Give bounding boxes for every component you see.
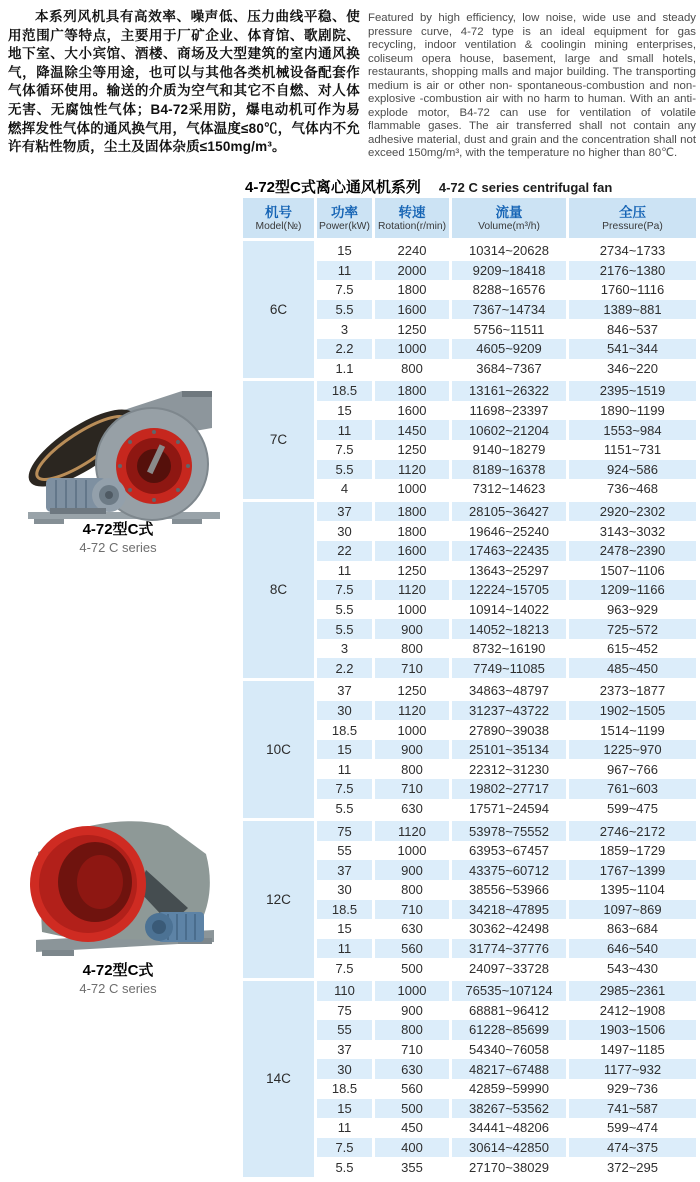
table-cell: 4 (317, 479, 372, 499)
table-cell: 1120 (375, 580, 449, 600)
table-cell: 725~572 (569, 619, 696, 639)
table-cell: 1120 (375, 821, 449, 841)
table-cell: 2176~1380 (569, 261, 696, 281)
model-group-6C (243, 241, 696, 378)
centrifugal-fan-illustration-2 (8, 812, 228, 962)
table-cell: 1209~1166 (569, 580, 696, 600)
table-row (317, 880, 696, 900)
table-row (317, 420, 696, 440)
table-cell: 963~929 (569, 600, 696, 620)
column-header-zh: 转速 (398, 204, 426, 220)
table-cell: 967~766 (569, 759, 696, 779)
table-row (317, 359, 696, 379)
table-cell: 474~375 (569, 1138, 696, 1158)
table-cell: 110 (317, 981, 372, 1001)
table-row (317, 779, 696, 799)
table-cell: 1000 (375, 479, 449, 499)
table-cell: 10602~21204 (452, 420, 566, 440)
fan-caption-1-english: 4-72 C series (79, 540, 157, 555)
table-cell: 400 (375, 1138, 449, 1158)
table-cell: 1903~1506 (569, 1020, 696, 1040)
table-cell: 1514~1199 (569, 720, 696, 740)
table-cell: 30614~42850 (452, 1138, 566, 1158)
table-cell: 13643~25297 (452, 561, 566, 581)
section-title (245, 176, 612, 197)
table-cell: 3684~7367 (452, 359, 566, 379)
table-cell: 800 (375, 1020, 449, 1040)
table-row (317, 600, 696, 620)
table-row (317, 841, 696, 861)
model-cell: 12C (243, 821, 314, 978)
table-row (317, 900, 696, 920)
column-header-zh: 机号 (265, 204, 292, 220)
table-cell: 1000 (375, 339, 449, 359)
table-row (317, 561, 696, 581)
table-cell: 25101~35134 (452, 740, 566, 760)
table-cell: 38556~53966 (452, 880, 566, 900)
table-cell: 28105~36427 (452, 502, 566, 522)
table-cell: 11 (317, 1118, 372, 1138)
table-cell: 55 (317, 1020, 372, 1040)
table-cell: 710 (375, 658, 449, 678)
group-rows (317, 241, 696, 378)
table-header (243, 198, 696, 238)
table-cell: 4605~9209 (452, 339, 566, 359)
table-cell: 2985~2361 (569, 981, 696, 1001)
table-cell: 800 (375, 359, 449, 379)
table-cell: 1600 (375, 541, 449, 561)
table-row (317, 939, 696, 959)
table-cell: 19802~27717 (452, 779, 566, 799)
table-cell: 1250 (375, 440, 449, 460)
table-cell: 17571~24594 (452, 799, 566, 819)
table-cell: 61228~85699 (452, 1020, 566, 1040)
table-cell: 1800 (375, 502, 449, 522)
table-row (317, 1059, 696, 1079)
column-header-en: Volume(m³/h) (478, 220, 540, 232)
model-group-12C (243, 821, 696, 978)
table-row (317, 339, 696, 359)
table-cell: 710 (375, 1040, 449, 1060)
table-row (317, 981, 696, 1001)
table-row (317, 479, 696, 499)
table-cell: 900 (375, 740, 449, 760)
table-cell: 1497~1185 (569, 1040, 696, 1060)
table-cell: 37 (317, 1040, 372, 1060)
model-cell: 7C (243, 381, 314, 499)
table-cell: 38267~53562 (452, 1099, 566, 1119)
table-cell: 2373~1877 (569, 681, 696, 701)
table-cell: 8288~16576 (452, 280, 566, 300)
table-cell: 22312~31230 (452, 759, 566, 779)
table-row (317, 759, 696, 779)
table-cell: 2734~1733 (569, 241, 696, 261)
group-rows (317, 502, 696, 678)
table-cell: 54340~76058 (452, 1040, 566, 1060)
table-cell: 1250 (375, 319, 449, 339)
table-cell: 3143~3032 (569, 521, 696, 541)
table-cell: 1800 (375, 280, 449, 300)
table-cell: 1800 (375, 381, 449, 401)
table-row (317, 799, 696, 819)
table-cell: 2.2 (317, 658, 372, 678)
table-row (317, 1001, 696, 1021)
fan-caption-2-english: 4-72 C series (79, 981, 157, 996)
table-cell: 19646~25240 (452, 521, 566, 541)
table-cell: 2240 (375, 241, 449, 261)
table-row (317, 919, 696, 939)
table-cell: 541~344 (569, 339, 696, 359)
table-cell: 1250 (375, 681, 449, 701)
table-cell: 1250 (375, 561, 449, 581)
table-cell: 7749~11085 (452, 658, 566, 678)
table-cell: 63953~67457 (452, 841, 566, 861)
table-cell: 76535~107124 (452, 981, 566, 1001)
column-header-zh: 全压 (619, 204, 646, 220)
table-cell: 1120 (375, 701, 449, 721)
table-cell: 1600 (375, 300, 449, 320)
table-cell: 75 (317, 821, 372, 841)
fan-caption-2-chinese: 4-72型C式 (82, 962, 154, 979)
table-cell: 2395~1519 (569, 381, 696, 401)
table-row (317, 681, 696, 701)
table-cell: 1177~932 (569, 1059, 696, 1079)
group-rows (317, 681, 696, 818)
table-cell: 5.5 (317, 300, 372, 320)
table-cell: 450 (375, 1118, 449, 1138)
table-cell: 485~450 (569, 658, 696, 678)
table-cell: 7.5 (317, 280, 372, 300)
table-cell: 7.5 (317, 580, 372, 600)
table-cell: 615~452 (569, 639, 696, 659)
table-cell: 710 (375, 900, 449, 920)
table-cell: 630 (375, 1059, 449, 1079)
table-cell: 18.5 (317, 900, 372, 920)
table-row (317, 1138, 696, 1158)
table-row (317, 720, 696, 740)
table-cell: 8732~16190 (452, 639, 566, 659)
table-cell: 1450 (375, 420, 449, 440)
table-cell: 1890~1199 (569, 401, 696, 421)
spec-table (243, 198, 696, 1177)
table-row (317, 521, 696, 541)
table-cell: 11 (317, 561, 372, 581)
table-cell: 5.5 (317, 799, 372, 819)
column-header-zh: 功率 (331, 204, 358, 220)
table-cell: 346~220 (569, 359, 696, 379)
table-row (317, 619, 696, 639)
column-header-en: Power(kW) (319, 220, 370, 232)
model-group-7C (243, 381, 696, 499)
table-cell: 5.5 (317, 1157, 372, 1177)
table-cell: 1.1 (317, 359, 372, 379)
column-header-en: Pressure(Pa) (602, 220, 663, 232)
column-header-0 (243, 198, 314, 238)
table-cell: 43375~60712 (452, 860, 566, 880)
table-cell: 68881~96412 (452, 1001, 566, 1021)
table-cell: 7.5 (317, 779, 372, 799)
table-cell: 800 (375, 639, 449, 659)
model-group-14C (243, 981, 696, 1177)
table-cell: 2920~2302 (569, 502, 696, 522)
model-cell: 14C (243, 981, 314, 1177)
table-row (317, 541, 696, 561)
table-cell: 34441~48206 (452, 1118, 566, 1138)
table-cell: 736~468 (569, 479, 696, 499)
table-cell: 9140~18279 (452, 440, 566, 460)
intro-paragraph-english: Featured by high efficiency, low noise, wide use and steady pressure curve, 4-72 type is an ideal equipment for gas recycling, indoor ventilation & coolingin mining enterprises, coliseum opera house, basement, large and small hotels, restaurants, shopping malls and major building. The transporting medium is air or other non- spontaneous-combustion and non- explosive -combustion air with no harm to human. With an anti-explode motor, B4-72 can use for ventilation of volatile flammable gases. The air transferred shall not contain any adhesive material, dust and grain and the concentration shall not exceed 150mg/m³, with the temperature no higher than 80℃. (368, 12, 696, 159)
table-cell: 3 (317, 639, 372, 659)
table-row (317, 300, 696, 320)
table-cell: 5756~11511 (452, 319, 566, 339)
table-cell: 543~430 (569, 958, 696, 978)
table-cell: 30362~42498 (452, 919, 566, 939)
column-header-2 (375, 198, 449, 238)
table-row (317, 1099, 696, 1119)
table-cell: 30 (317, 701, 372, 721)
table-row (317, 319, 696, 339)
table-cell: 900 (375, 619, 449, 639)
table-row (317, 261, 696, 281)
table-cell: 761~603 (569, 779, 696, 799)
table-cell: 15 (317, 919, 372, 939)
table-cell: 15 (317, 241, 372, 261)
table-cell: 1000 (375, 600, 449, 620)
table-cell: 1000 (375, 841, 449, 861)
table-cell: 11 (317, 261, 372, 281)
table-cell: 5.5 (317, 600, 372, 620)
fan-caption-1-chinese: 4-72型C式 (82, 521, 154, 538)
table-cell: 8189~16378 (452, 460, 566, 480)
fan-photo-1 (14, 386, 230, 526)
model-group-8C (243, 502, 696, 678)
table-cell: 1600 (375, 401, 449, 421)
table-cell: 3 (317, 319, 372, 339)
table-cell: 9209~18418 (452, 261, 566, 281)
table-cell: 11 (317, 420, 372, 440)
column-header-en: Rotation(r/min) (377, 220, 447, 232)
section-title-chinese: 4-72型C式离心通风机系列 (245, 179, 421, 196)
table-row (317, 701, 696, 721)
table-cell: 630 (375, 799, 449, 819)
intro-paragraph-chinese: 本系列风机具有高效率、噪声低、压力曲线平稳、使用范围广等特点，主要用于厂矿企业、体育馆、歌剧院、地下室、大小宾馆、酒楼、商场及大型建筑的室内通风换气，降温除尘等用途，也可以与其他各类机械设备配套作气体循环使用。输送的介质为空气和其它不自燃、对人体无害、无腐蚀性气体；B4-72采用防，爆电动机可作为易燃挥发性气体的通风换气用，气体温度≤80℃，气体内不允许有粘性物质，尘土及固体杂质≤150mg/m³。 (8, 9, 360, 155)
table-row (317, 958, 696, 978)
table-cell: 10914~14022 (452, 600, 566, 620)
table-cell: 500 (375, 958, 449, 978)
table-cell: 646~540 (569, 939, 696, 959)
table-cell: 1507~1106 (569, 561, 696, 581)
table-cell: 27170~38029 (452, 1157, 566, 1177)
table-cell: 17463~22435 (452, 541, 566, 561)
table-row (317, 740, 696, 760)
table-cell: 863~684 (569, 919, 696, 939)
table-cell: 1225~970 (569, 740, 696, 760)
table-row (317, 860, 696, 880)
table-cell: 1553~984 (569, 420, 696, 440)
fan-caption-1 (2, 521, 234, 556)
table-cell: 1767~1399 (569, 860, 696, 880)
table-cell: 53978~75552 (452, 821, 566, 841)
table-cell: 372~295 (569, 1157, 696, 1177)
column-header-4 (569, 198, 696, 238)
table-row (317, 1040, 696, 1060)
table-cell: 1151~731 (569, 440, 696, 460)
table-row (317, 460, 696, 480)
table-cell: 1000 (375, 720, 449, 740)
table-cell: 560 (375, 939, 449, 959)
table-cell: 31237~43722 (452, 701, 566, 721)
group-rows (317, 981, 696, 1177)
table-cell: 15 (317, 401, 372, 421)
table-row (317, 241, 696, 261)
table-cell: 15 (317, 1099, 372, 1119)
table-cell: 10314~20628 (452, 241, 566, 261)
table-row (317, 440, 696, 460)
fan-caption-2 (2, 962, 234, 997)
table-cell: 30 (317, 1059, 372, 1079)
table-cell: 7367~14734 (452, 300, 566, 320)
table-cell: 37 (317, 502, 372, 522)
group-rows (317, 821, 696, 978)
table-cell: 1000 (375, 981, 449, 1001)
table-cell: 1902~1505 (569, 701, 696, 721)
model-cell: 10C (243, 681, 314, 818)
table-cell: 30 (317, 880, 372, 900)
table-cell: 355 (375, 1157, 449, 1177)
section-title-english: 4-72 C series centrifugal fan (438, 180, 613, 195)
table-cell: 31774~37776 (452, 939, 566, 959)
table-cell: 11698~23397 (452, 401, 566, 421)
table-cell: 924~586 (569, 460, 696, 480)
table-cell: 1800 (375, 521, 449, 541)
table-cell: 1097~869 (569, 900, 696, 920)
table-cell: 800 (375, 880, 449, 900)
table-cell: 11 (317, 759, 372, 779)
table-row (317, 401, 696, 421)
table-cell: 7312~14623 (452, 479, 566, 499)
table-cell: 1389~881 (569, 300, 696, 320)
table-cell: 710 (375, 779, 449, 799)
table-row (317, 381, 696, 401)
table-cell: 846~537 (569, 319, 696, 339)
table-cell: 599~475 (569, 799, 696, 819)
table-cell: 37 (317, 681, 372, 701)
table-cell: 24097~33728 (452, 958, 566, 978)
table-row (317, 580, 696, 600)
table-cell: 55 (317, 841, 372, 861)
table-body (243, 241, 696, 1177)
table-cell: 15 (317, 740, 372, 760)
table-cell: 5.5 (317, 460, 372, 480)
table-cell: 34218~47895 (452, 900, 566, 920)
table-cell: 2478~2390 (569, 541, 696, 561)
table-cell: 630 (375, 919, 449, 939)
table-cell: 1120 (375, 460, 449, 480)
table-cell: 11 (317, 939, 372, 959)
centrifugal-fan-illustration-1 (14, 386, 230, 526)
table-cell: 30 (317, 521, 372, 541)
group-rows (317, 381, 696, 499)
model-group-10C (243, 681, 696, 818)
table-cell: 900 (375, 1001, 449, 1021)
table-cell: 34863~48797 (452, 681, 566, 701)
table-cell: 37 (317, 860, 372, 880)
table-cell: 13161~26322 (452, 381, 566, 401)
table-cell: 22 (317, 541, 372, 561)
fan-photo-2 (8, 812, 228, 962)
table-row (317, 639, 696, 659)
table-cell: 599~474 (569, 1118, 696, 1138)
table-row (317, 1118, 696, 1138)
table-row (317, 1020, 696, 1040)
table-cell: 2.2 (317, 339, 372, 359)
table-cell: 18.5 (317, 1079, 372, 1099)
table-cell: 18.5 (317, 720, 372, 740)
table-cell: 560 (375, 1079, 449, 1099)
table-cell: 48217~67488 (452, 1059, 566, 1079)
table-cell: 7.5 (317, 440, 372, 460)
table-cell: 1395~1104 (569, 880, 696, 900)
table-cell: 929~736 (569, 1079, 696, 1099)
table-row (317, 1079, 696, 1099)
table-cell: 12224~15705 (452, 580, 566, 600)
model-cell: 6C (243, 241, 314, 378)
column-header-3 (452, 198, 566, 238)
table-cell: 27890~39038 (452, 720, 566, 740)
table-cell: 2746~2172 (569, 821, 696, 841)
table-cell: 1859~1729 (569, 841, 696, 861)
table-cell: 741~587 (569, 1099, 696, 1119)
table-cell: 5.5 (317, 619, 372, 639)
table-row (317, 280, 696, 300)
column-header-en: Model(№) (255, 220, 302, 232)
table-cell: 800 (375, 759, 449, 779)
table-cell: 1760~1116 (569, 280, 696, 300)
table-row (317, 502, 696, 522)
table-row (317, 1157, 696, 1177)
table-cell: 2000 (375, 261, 449, 281)
column-header-zh: 流量 (495, 204, 523, 220)
table-cell: 500 (375, 1099, 449, 1119)
table-cell: 14052~18213 (452, 619, 566, 639)
table-cell: 900 (375, 860, 449, 880)
table-cell: 7.5 (317, 1138, 372, 1158)
table-cell: 2412~1908 (569, 1001, 696, 1021)
table-cell: 7.5 (317, 958, 372, 978)
model-cell: 8C (243, 502, 314, 678)
table-cell: 75 (317, 1001, 372, 1021)
table-cell: 18.5 (317, 381, 372, 401)
table-cell: 42859~59990 (452, 1079, 566, 1099)
table-row (317, 658, 696, 678)
column-header-1 (317, 198, 372, 238)
table-row (317, 821, 696, 841)
